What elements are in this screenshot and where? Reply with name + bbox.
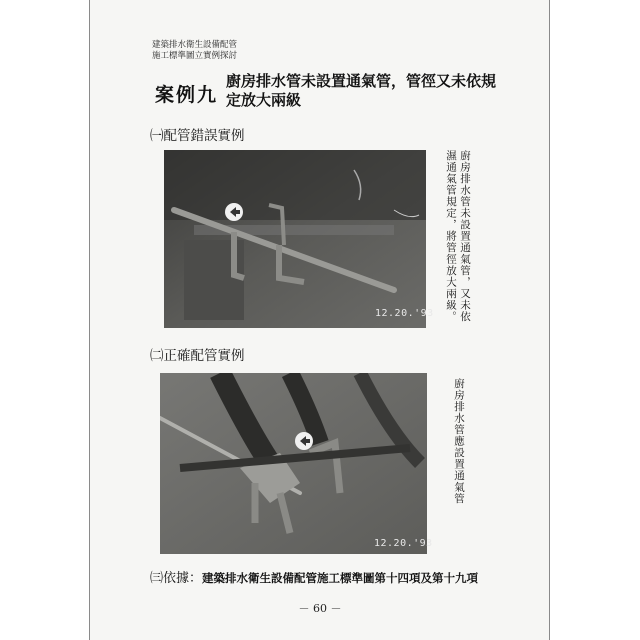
section-heading-wrong-example	[150, 124, 245, 144]
section-title: 配管錯誤實例	[163, 128, 245, 144]
note-wrong-col1: 廚房排水管未設置通氣管，又未依	[459, 150, 471, 323]
section-heading-correct-example	[150, 344, 245, 364]
section-number: ㈡	[150, 348, 164, 364]
running-header-line2: 施工標準圖立實例探討	[152, 51, 238, 61]
section-number: ㈢	[150, 571, 164, 586]
note-correct: 廚房排水管應設置通氣管	[453, 378, 465, 505]
photo-date-stamp: 12.20.'93	[375, 308, 434, 319]
page-number: － 60 －	[298, 602, 342, 615]
basis-line	[150, 567, 478, 586]
case-title: 廚房排水管未設置通氣管，管徑又未依規定放大兩級	[226, 72, 497, 109]
section-title: 正確配管實例	[163, 348, 245, 364]
basis-text: 建築排水衛生設備配管施工標準圖第十四項及第十九項	[202, 571, 479, 585]
basis-label: 依據：	[163, 571, 203, 586]
note-wrong-col2: 濕通氣管規定，將管徑放大兩級。	[445, 150, 457, 323]
case-label: 案例九	[155, 84, 219, 106]
running-header-line1: 建築排水衛生設備配管	[152, 40, 238, 50]
photo-wrong-piping-image	[164, 150, 426, 328]
photo-wrong-piping	[164, 150, 426, 328]
section-number: ㈠	[150, 128, 164, 144]
photo-correct-piping-image	[160, 373, 427, 554]
photo-correct-piping	[160, 373, 427, 554]
running-header	[152, 40, 237, 62]
photo-date-stamp: 12.20.'93	[374, 538, 433, 549]
